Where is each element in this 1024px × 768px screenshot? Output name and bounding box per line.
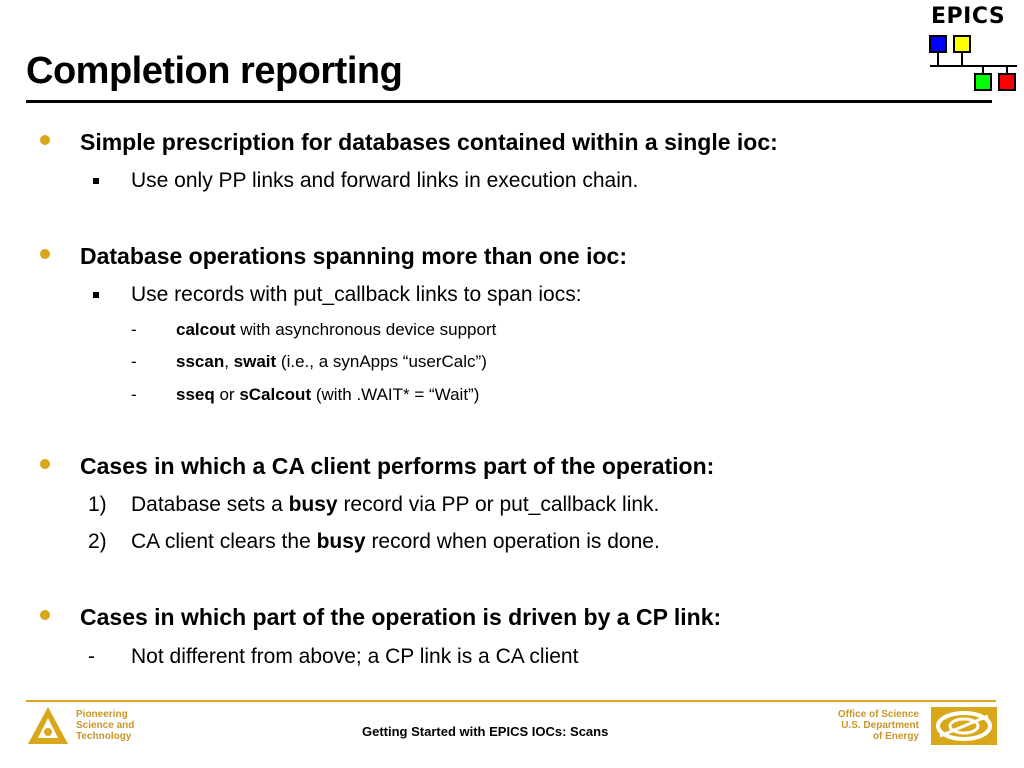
footer-left <box>76 709 134 742</box>
list-item <box>176 352 487 372</box>
square-bullet <box>93 178 99 184</box>
list-item <box>176 385 479 405</box>
footer-title: Getting Started with EPICS IOCs: Scans <box>362 724 609 739</box>
bullet-2-text: Database operations spanning more than one ioc: <box>80 243 627 269</box>
footer-right-line: U.S. Department <box>841 720 919 731</box>
footer-right-line: Office of Science <box>837 709 919 720</box>
item-text: , <box>224 352 234 371</box>
item-text: record via PP or put_callback link. <box>337 493 660 516</box>
footer-right-line: of Energy <box>872 731 919 742</box>
slide-title: Completion reporting <box>26 50 403 92</box>
item-text: with asynchronous device support <box>235 320 497 339</box>
epics-logo-text: EPICS <box>931 4 1006 29</box>
footer-left-line: Technology <box>76 731 132 742</box>
bullet-dot <box>40 249 50 259</box>
bullet-dot <box>40 459 50 469</box>
record-name: sseq <box>176 385 215 404</box>
bullet-1-text: Simple prescription for databases contained within a single ioc: <box>80 129 778 155</box>
footer-right <box>838 709 919 742</box>
footer-rule <box>26 700 996 702</box>
title-underline <box>26 100 992 103</box>
epics-logo <box>925 4 1021 96</box>
footer-left-line: Science and <box>76 720 135 731</box>
epics-network-icon <box>925 34 1021 96</box>
footer-left-line: Pioneering <box>76 709 128 720</box>
record-name: sCalcout <box>239 385 312 404</box>
numbered-item <box>131 530 660 554</box>
bullet-dot <box>40 610 50 620</box>
dash-marker: - <box>131 352 137 371</box>
argonne-logo-icon <box>27 706 69 746</box>
item-text: or <box>214 385 240 404</box>
number-marker: 2) <box>88 530 107 553</box>
item-text: (with .WAIT* = “Wait”) <box>311 385 480 404</box>
bullet-1-sub: Use only PP links and forward links in execution chain. <box>131 169 639 192</box>
number-marker: 1) <box>88 493 107 516</box>
record-name: swait <box>233 352 277 371</box>
bullet-3-text: Cases in which a CA client performs part of the operation: <box>80 453 715 479</box>
dash-marker: - <box>131 320 137 339</box>
item-text: Database sets a <box>131 493 289 516</box>
keyword: busy <box>316 530 366 553</box>
bullet-4-sub: Not different from above; a CP link is a CA client <box>131 645 579 668</box>
list-item <box>176 320 496 340</box>
bullet-dot <box>40 135 50 145</box>
item-text: record when operation is done. <box>365 530 660 553</box>
square-bullet <box>93 292 99 298</box>
bullet-4-text: Cases in which part of the operation is driven by a CP link: <box>80 604 722 630</box>
keyword: busy <box>288 493 338 516</box>
numbered-item <box>131 493 659 517</box>
dash-marker: - <box>88 645 95 668</box>
item-text: CA client clears the <box>131 530 317 553</box>
item-text: (i.e., a synApps “userCalc”) <box>276 352 487 371</box>
dash-marker: - <box>131 385 137 404</box>
doe-logo-icon <box>930 706 998 746</box>
record-name: sscan <box>176 352 225 371</box>
bullet-2-sub: Use records with put_callback links to span iocs: <box>131 283 582 306</box>
record-name: calcout <box>176 320 236 339</box>
